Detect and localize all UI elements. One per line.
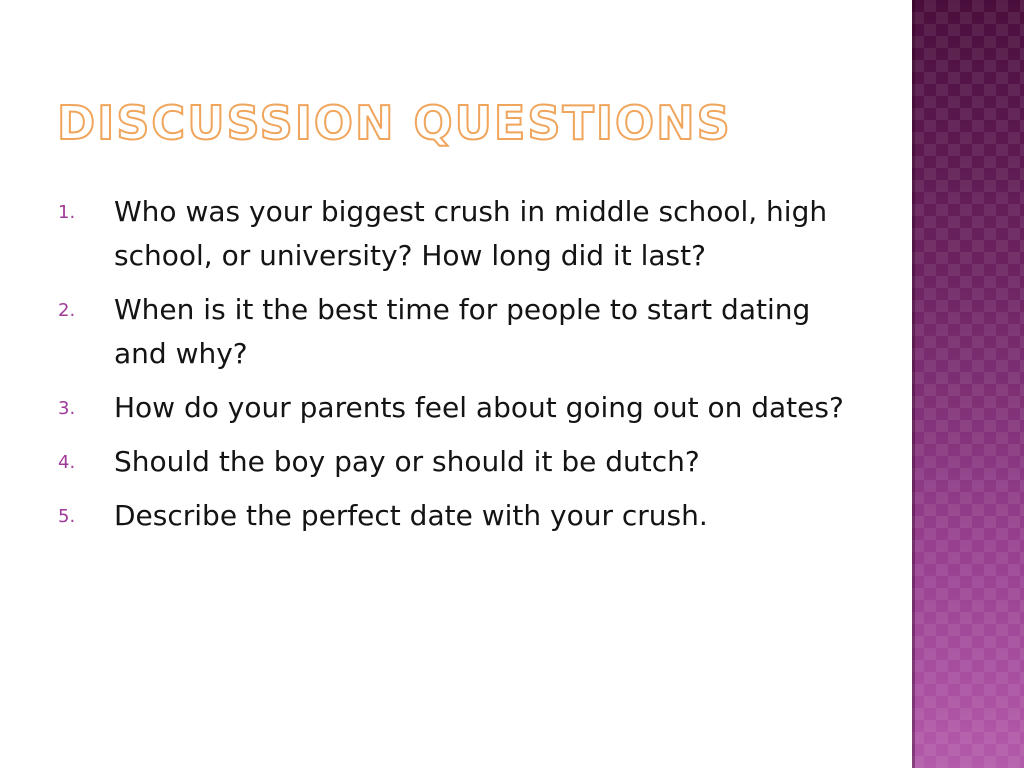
list-item-number: 5. (58, 506, 76, 527)
list-item (58, 440, 858, 484)
list-item-text: Describe the perfect date with your crush. (114, 499, 708, 532)
list-item-number: 1. (58, 202, 76, 223)
list-item-number: 4. (58, 452, 76, 473)
list-item-text: When is it the best time for people to start dating and why? (114, 293, 811, 370)
question-list (58, 190, 858, 548)
list-item-number: 2. (58, 300, 76, 321)
list-item (58, 190, 858, 278)
list-item (58, 288, 858, 376)
list-item-text: Should the boy pay or should it be dutch? (114, 445, 700, 478)
decorative-side-band (912, 0, 1024, 768)
list-item-number: 3. (58, 398, 76, 419)
slide-title: DISCUSSION QUESTIONS (57, 96, 732, 150)
list-item (58, 494, 858, 538)
list-item-text: How do your parents feel about going out on dates? (114, 391, 844, 424)
list-item (58, 386, 858, 430)
list-item-text: Who was your biggest crush in middle school, high school, or university? How long did it last? (114, 195, 828, 272)
